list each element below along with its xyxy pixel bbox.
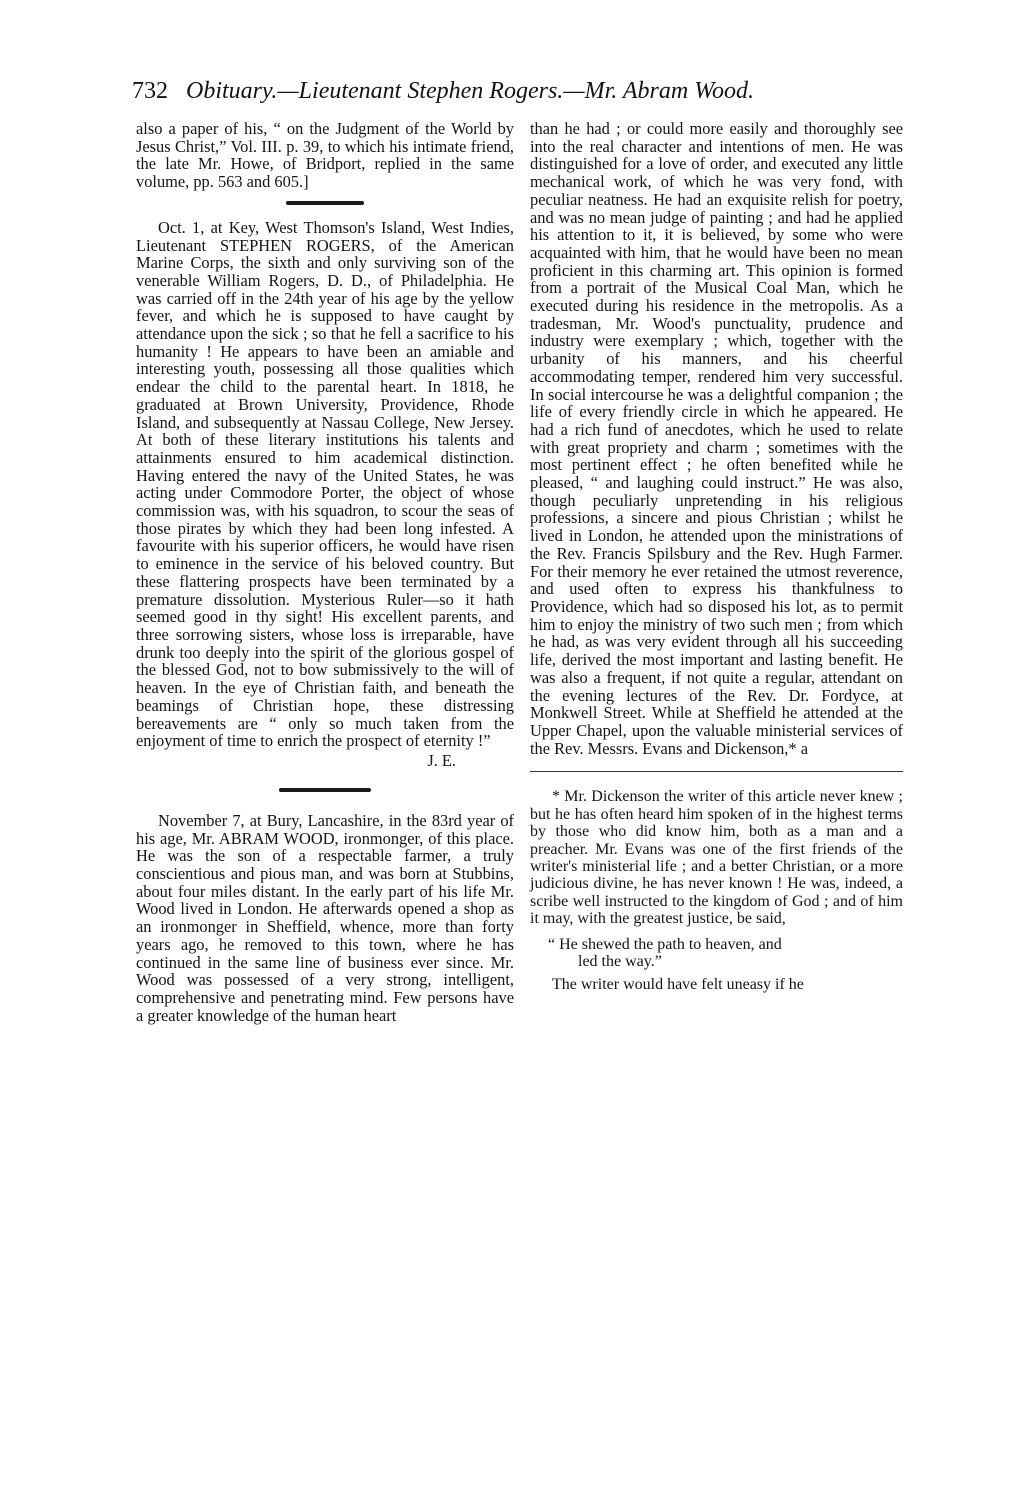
paragraph-continuation: also a paper of his, “ on the Judgment of the World by Jesus Christ,” Vol. III. p. 39, to which his intimate friend, the late Mr. Howe, of Bridport, replied in the same volume, pp. 563 and 605.] [136, 119, 514, 192]
left-column [136, 120, 514, 1024]
quote-line-2: led the way.” [578, 952, 662, 970]
footnote: * Mr. Dickenson the writer of this article never knew ; but he has often heard him spoken of in the highest terms by those who did know him, both as a man and a preacher. Mr. Evans was one of the first friends of the writer's ministerial life ; and a better Christian, or a more judicious divine, he has never known ! He was, indeed, a scribe well instructed to the kingdom of God ; and of him it may, with the greatest justice, be said, [530, 788, 903, 928]
footnote-divider [530, 771, 903, 772]
obituary-wood: November 7, at Bury, Lancashire, in the 83rd year of his age, Mr. ABRAM WOOD, ironmonger, of this place. He was the son of a respectable farmer, a truly conscientious and pious man, and was born at Stubbins, about four miles distant. In the early part of his life Mr. Wood lived in London. He afterwards opened a shop as an ironmonger in Sheffield, whence, more than forty years ago, he removed to this town, where he has continued in the same line of business ever since. Mr. Wood was possessed of a very strong, intelligent, comprehensive and penetrating mind. Few persons have a greater knowledge of the human heart [136, 810, 514, 1025]
right-column [530, 120, 903, 994]
running-title: Obituary.—Lieutenant Stephen Rogers.—Mr. Abram Wood. [186, 78, 754, 104]
section-divider [286, 201, 364, 205]
running-header [132, 78, 892, 105]
page-number: 732 [132, 78, 168, 104]
quote-line-1: “ He shewed the path to heaven, and [548, 935, 782, 953]
author-signature: J. E. [427, 750, 456, 770]
section-divider [279, 788, 371, 792]
footnote-continuation: The writer would have felt uneasy if he [552, 976, 804, 994]
footnote-quote [530, 936, 903, 971]
obituary-rogers: Oct. 1, at Key, West Thomson's Island, West Indies, Lieutenant STEPHEN ROGERS, of the American Marine Corps, the sixth and only surviving son of the venerable William Rogers, D. D., of Philadelphia. He was carried off in the 24th year of his age by the yellow fever, and which he is supposed to have caught by attendance upon the sick ; so that he fell a sacrifice to his humanity ! He appears to have been an amiable and interesting youth, possessing all those qualities which endear the child to the parental heart. In 1818, he graduated at Brown University, Providence, Rhode Island, and subsequently at Nassau College, New Jersey. At both of these literary institutions his talents and attainments ensured to him academical distinction. Having entered the navy of the United States, he was acting under Commodore Porter, the object of whose commission was, with his squadron, to scour the seas of those pirates by which they had been long infested. A favourite with his superior officers, he would have risen to eminence in the service of his beloved country. But these flattering prospects have been terminated by a premature dissolution. Mysterious Ruler—so it hath seemed good in thy sight! His excellent parents, and three sorrowing sisters, whose loss is irreparable, have drunk too deeply into the spirit of the glorious gospel of the blessed God, not to bow submissively to the will of heaven. In the eye of Christian faith, and beneath the beamings of Christian hope, these distressing bereavements are “ only so much taken from the enjoyment of time to enrich the prospect of eternity !” [136, 217, 514, 751]
obituary-wood-continued: than he had ; or could more easily and thoroughly see into the real character and intentions of men. He was distinguished for a love of order, and executed any little mechanical work, of which he was very fond, with peculiar neatness. He had an exquisite relish for poetry, and was no mean judge of painting ; and had he applied his attention to it, it is believed, by some who were acquainted with him, that he would have been no mean proficient in this charming art. This opinion is formed from a portrait of the Musical Coal Man, which he executed during his residence in the metropolis. As a tradesman, Mr. Wood's punctuality, prudence and industry were exemplary ; which, together with the urbanity of his manners, and his cheerful accommodating temper, rendered him very successful. In social intercourse he was a delightful companion ; the life of every friendly circle in which he appeared. He had a rich fund of anecdotes, which he used to relate with great propriety and charm ; sometimes with the most pertinent effect ; he often benefited while he pleased, “ and laughing could instruct.” He was also, though peculiarly unpretending in his religious professions, a sincere and pious Christian ; whilst he lived in London, he attended upon the ministrations of the Rev. Francis Spilsbury and the Rev. Hugh Farmer. For their memory he ever retained the utmost reverence, and used often to express his thankfulness to Providence, which had so disposed his lot, as to permit him to enjoy the ministry of two such men ; from which he had, as was very evident through all his succeeding life, derived the most important and lasting benefit. He was also a frequent, if not quite a regular, attendant on the evening lectures of the Rev. Dr. Fordyce, at Monkwell Street. While at Sheffield he attended at the Upper Chapel, upon the valuable ministerial services of the Rev. Messrs. Evans and Dickenson,* a [530, 119, 903, 758]
